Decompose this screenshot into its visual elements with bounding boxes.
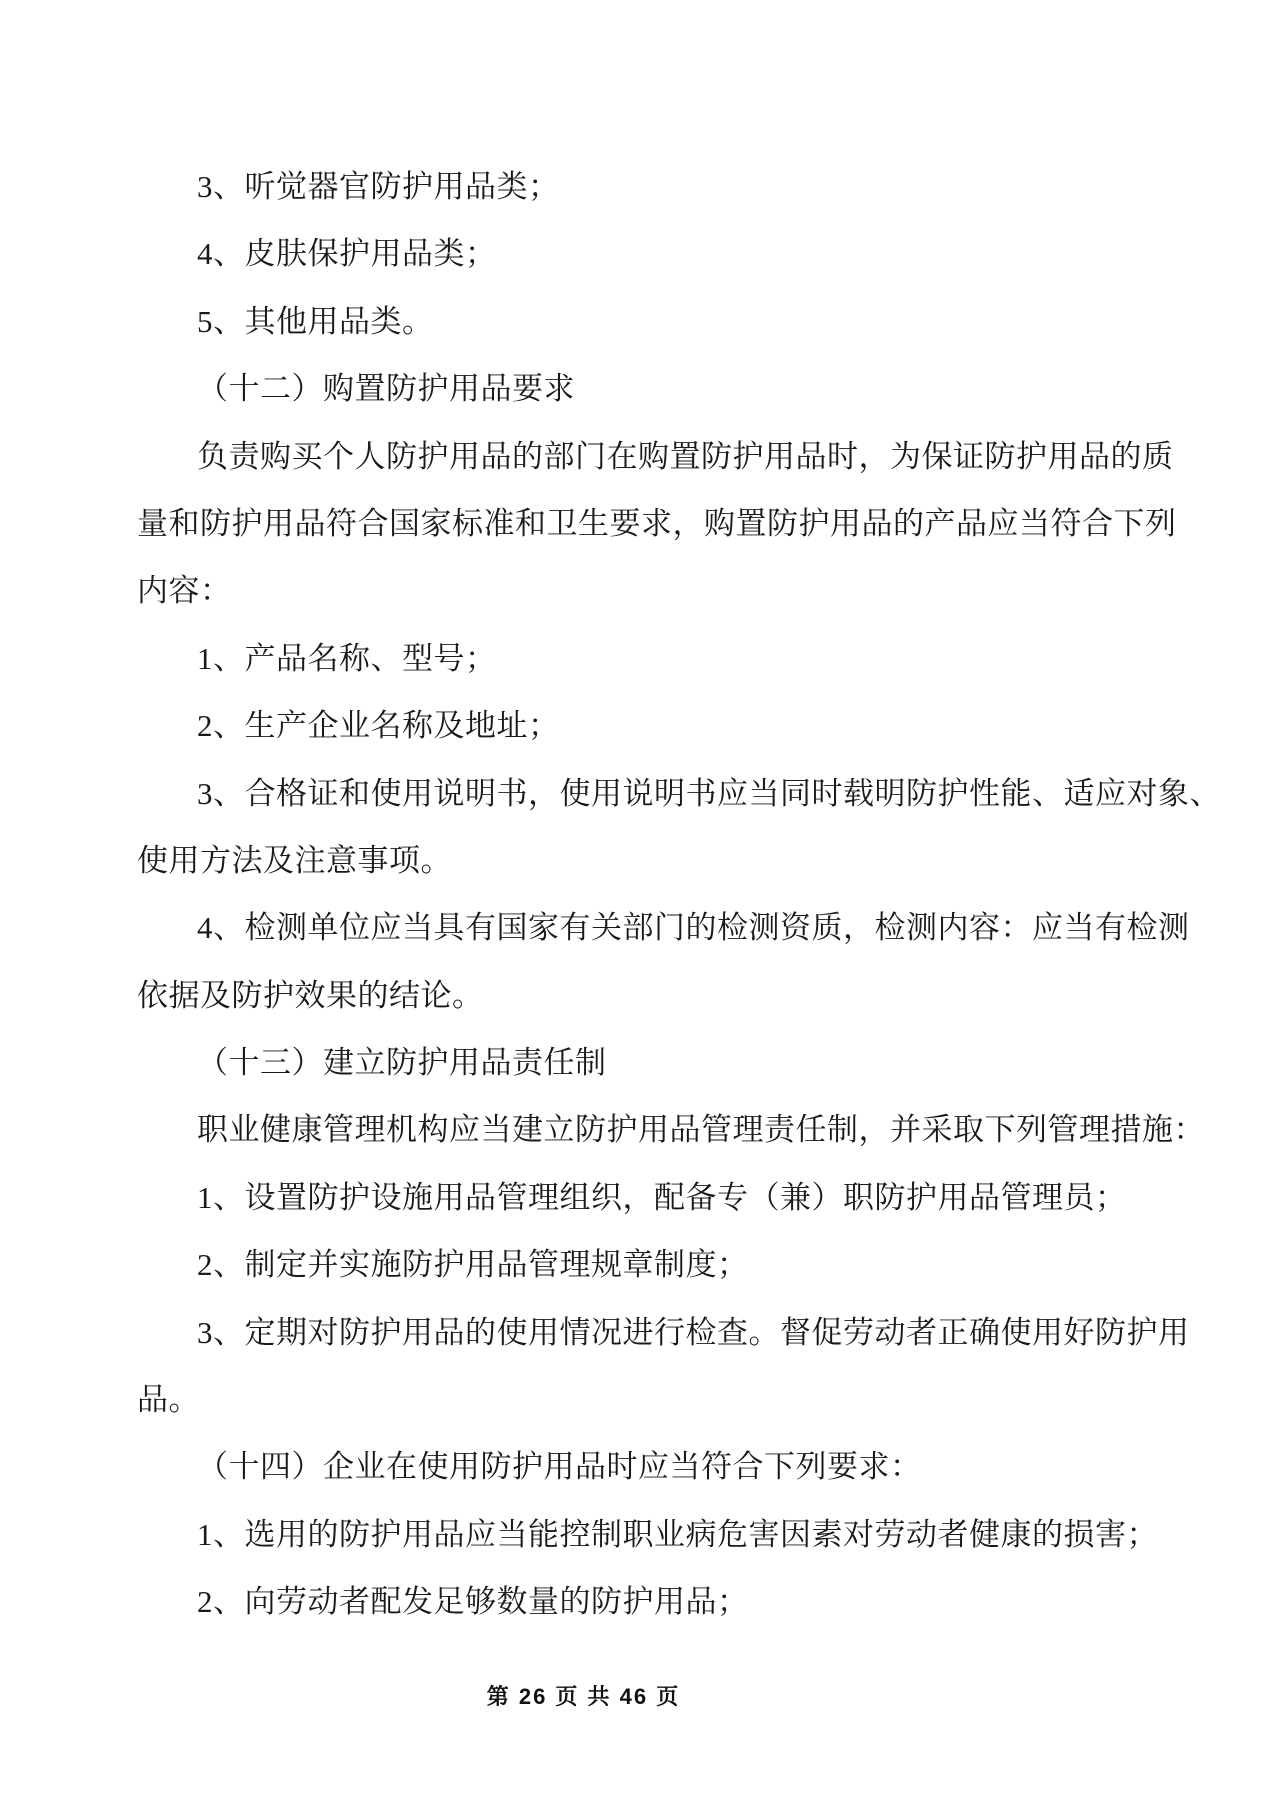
text-line: 5、其他用品类。 [197,303,434,339]
text-line: 3、定期对防护用品的使用情况进行检查。督促劳动者正确使用好防护用 [197,1314,1190,1350]
text-line: 2、生产企业名称及地址； [197,708,560,744]
text-line: 3、听觉器官防护用品类； [197,169,560,204]
page-footer [0,1681,1167,1713]
text-line: 职业健康管理机构应当建立防护用品管理责任制，并采取下列管理措施： [197,1112,1205,1148]
text-line: 3、合格证和使用说明书，使用说明书应当同时载明防护性能、适应对象、 [197,775,1221,811]
page-number-label: 第 26 页 共 46 页 [486,1684,681,1709]
text-line: 4、皮肤保护用品类； [197,236,497,272]
text-line: 负责购买个人防护用品的部门在购置防护用品时，为保证防护用品的质 [197,438,1174,474]
text-line: 4、检测单位应当具有国家有关部门的检测资质，检测内容：应当有检测 [197,910,1190,946]
text-line: 量和防护用品符合国家标准和卫生要求，购置防护用品的产品应当符合下列 [137,505,1177,541]
text-line: 1、选用的防护用品应当能控制职业病危害因素对劳动者健康的损害； [197,1516,1158,1552]
text-line: （十四）企业在使用防护用品时应当符合下列要求： [197,1449,922,1485]
text-line: 2、制定并实施防护用品管理规章制度； [197,1247,749,1283]
text-line: 2、向劳动者配发足够数量的防护用品； [197,1584,749,1620]
document-body [137,153,1221,1636]
text-line: 依据及防护效果的结论。 [137,977,484,1013]
text-line: （十三）建立防护用品责任制 [197,1045,607,1081]
text-line: 1、设置防护设施用品管理组织，配备专（兼）职防护用品管理员； [197,1179,1127,1215]
text-line: 品。 [137,1382,200,1418]
text-line: 使用方法及注意事项。 [137,842,452,878]
text-line: （十二）购置防护用品要求 [197,371,575,407]
text-line: 内容： [137,573,232,609]
text-line: 1、产品名称、型号； [197,640,497,676]
